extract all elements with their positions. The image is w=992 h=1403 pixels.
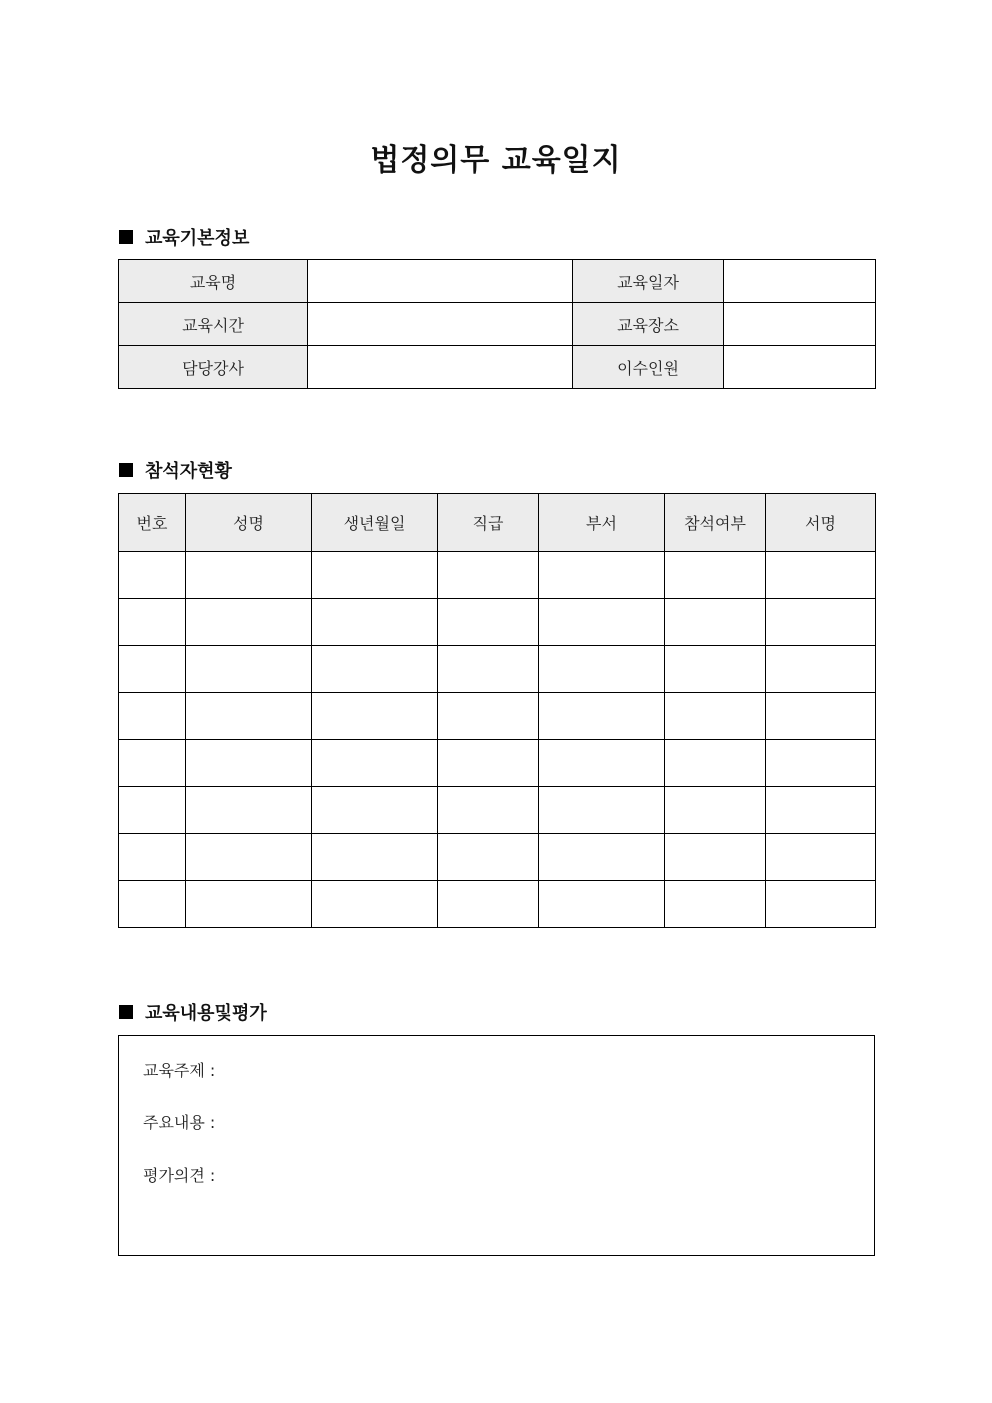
cell-birthdate[interactable] [312, 834, 438, 881]
column-header-name: 성명 [186, 494, 312, 552]
cell-number[interactable] [119, 693, 186, 740]
cell-rank[interactable] [438, 881, 539, 928]
cell-attendance[interactable] [665, 552, 766, 599]
cell-number[interactable] [119, 881, 186, 928]
cell-signature[interactable] [766, 646, 876, 693]
cell-number[interactable] [119, 787, 186, 834]
cell-name[interactable] [186, 787, 312, 834]
section-heading-attendees-label: 참석자현황 [145, 461, 232, 482]
cell-name[interactable] [186, 599, 312, 646]
cell-attendance[interactable] [665, 740, 766, 787]
cell-attendance[interactable] [665, 834, 766, 881]
cell-signature[interactable] [766, 693, 876, 740]
table-row [119, 346, 876, 389]
cell-rank[interactable] [438, 599, 539, 646]
cell-department[interactable] [539, 693, 665, 740]
cell-rank[interactable] [438, 787, 539, 834]
main-content-line: 주요내용 : [143, 1113, 216, 1132]
cell-department[interactable] [539, 834, 665, 881]
cell-rank[interactable] [438, 646, 539, 693]
column-header-birthdate: 생년월일 [312, 494, 438, 552]
cell-signature[interactable] [766, 787, 876, 834]
cell-department[interactable] [539, 787, 665, 834]
cell-signature[interactable] [766, 834, 876, 881]
table-row [119, 740, 876, 787]
cell-number[interactable] [119, 834, 186, 881]
cell-attendance[interactable] [665, 599, 766, 646]
label-education-place: 교육장소 [573, 303, 724, 346]
column-header-department: 부서 [539, 494, 665, 552]
cell-department[interactable] [539, 552, 665, 599]
table-row [119, 599, 876, 646]
cell-birthdate[interactable] [312, 787, 438, 834]
cell-rank[interactable] [438, 693, 539, 740]
basic-info-table [118, 259, 876, 389]
page-title: 법정의무 교육일지 [370, 143, 622, 178]
column-header-signature: 서명 [766, 494, 876, 552]
value-education-place[interactable] [724, 303, 876, 346]
value-education-time[interactable] [308, 303, 573, 346]
cell-signature[interactable] [766, 740, 876, 787]
label-education-date: 교육일자 [573, 260, 724, 303]
cell-attendance[interactable] [665, 646, 766, 693]
table-row [119, 693, 876, 740]
cell-name[interactable] [186, 740, 312, 787]
table-row [119, 260, 876, 303]
cell-name[interactable] [186, 552, 312, 599]
cell-birthdate[interactable] [312, 552, 438, 599]
square-bullet-icon [119, 1005, 133, 1019]
table-row [119, 787, 876, 834]
column-header-number: 번호 [119, 494, 186, 552]
cell-name[interactable] [186, 693, 312, 740]
section-heading-content [119, 999, 267, 1025]
cell-signature[interactable] [766, 552, 876, 599]
cell-name[interactable] [186, 834, 312, 881]
cell-department[interactable] [539, 881, 665, 928]
cell-department[interactable] [539, 740, 665, 787]
label-instructor: 담당강사 [119, 346, 308, 389]
cell-birthdate[interactable] [312, 881, 438, 928]
label-education-name: 교육명 [119, 260, 308, 303]
value-completed-count[interactable] [724, 346, 876, 389]
square-bullet-icon [119, 230, 133, 244]
section-heading-attendees [119, 457, 232, 483]
evaluation-opinion-line: 평가의견 : [143, 1166, 216, 1185]
cell-attendance[interactable] [665, 787, 766, 834]
column-header-rank: 직급 [438, 494, 539, 552]
cell-signature[interactable] [766, 599, 876, 646]
label-education-time: 교육시간 [119, 303, 308, 346]
cell-signature[interactable] [766, 881, 876, 928]
cell-attendance[interactable] [665, 881, 766, 928]
cell-department[interactable] [539, 646, 665, 693]
cell-number[interactable] [119, 646, 186, 693]
cell-attendance[interactable] [665, 693, 766, 740]
section-heading-content-label: 교육내용및평가 [145, 1003, 267, 1024]
value-instructor[interactable] [308, 346, 573, 389]
cell-rank[interactable] [438, 552, 539, 599]
cell-number[interactable] [119, 599, 186, 646]
cell-department[interactable] [539, 599, 665, 646]
cell-birthdate[interactable] [312, 693, 438, 740]
education-topic-line: 교육주제 : [143, 1061, 216, 1080]
value-education-name[interactable] [308, 260, 573, 303]
cell-birthdate[interactable] [312, 599, 438, 646]
table-row [119, 552, 876, 599]
table-row [119, 834, 876, 881]
cell-number[interactable] [119, 740, 186, 787]
square-bullet-icon [119, 463, 133, 477]
cell-number[interactable] [119, 552, 186, 599]
table-header-row [119, 494, 876, 552]
cell-birthdate[interactable] [312, 740, 438, 787]
value-education-date[interactable] [724, 260, 876, 303]
cell-birthdate[interactable] [312, 646, 438, 693]
cell-rank[interactable] [438, 834, 539, 881]
section-heading-basic [119, 224, 249, 250]
label-completed-count: 이수인원 [573, 346, 724, 389]
section-heading-basic-label: 교육기본정보 [145, 228, 250, 249]
cell-rank[interactable] [438, 740, 539, 787]
table-row [119, 881, 876, 928]
column-header-attendance: 참석여부 [665, 494, 766, 552]
attendee-table [118, 493, 876, 928]
content-evaluation-box[interactable] [118, 1035, 875, 1256]
cell-name[interactable] [186, 881, 312, 928]
table-row [119, 303, 876, 346]
cell-name[interactable] [186, 646, 312, 693]
table-row [119, 646, 876, 693]
